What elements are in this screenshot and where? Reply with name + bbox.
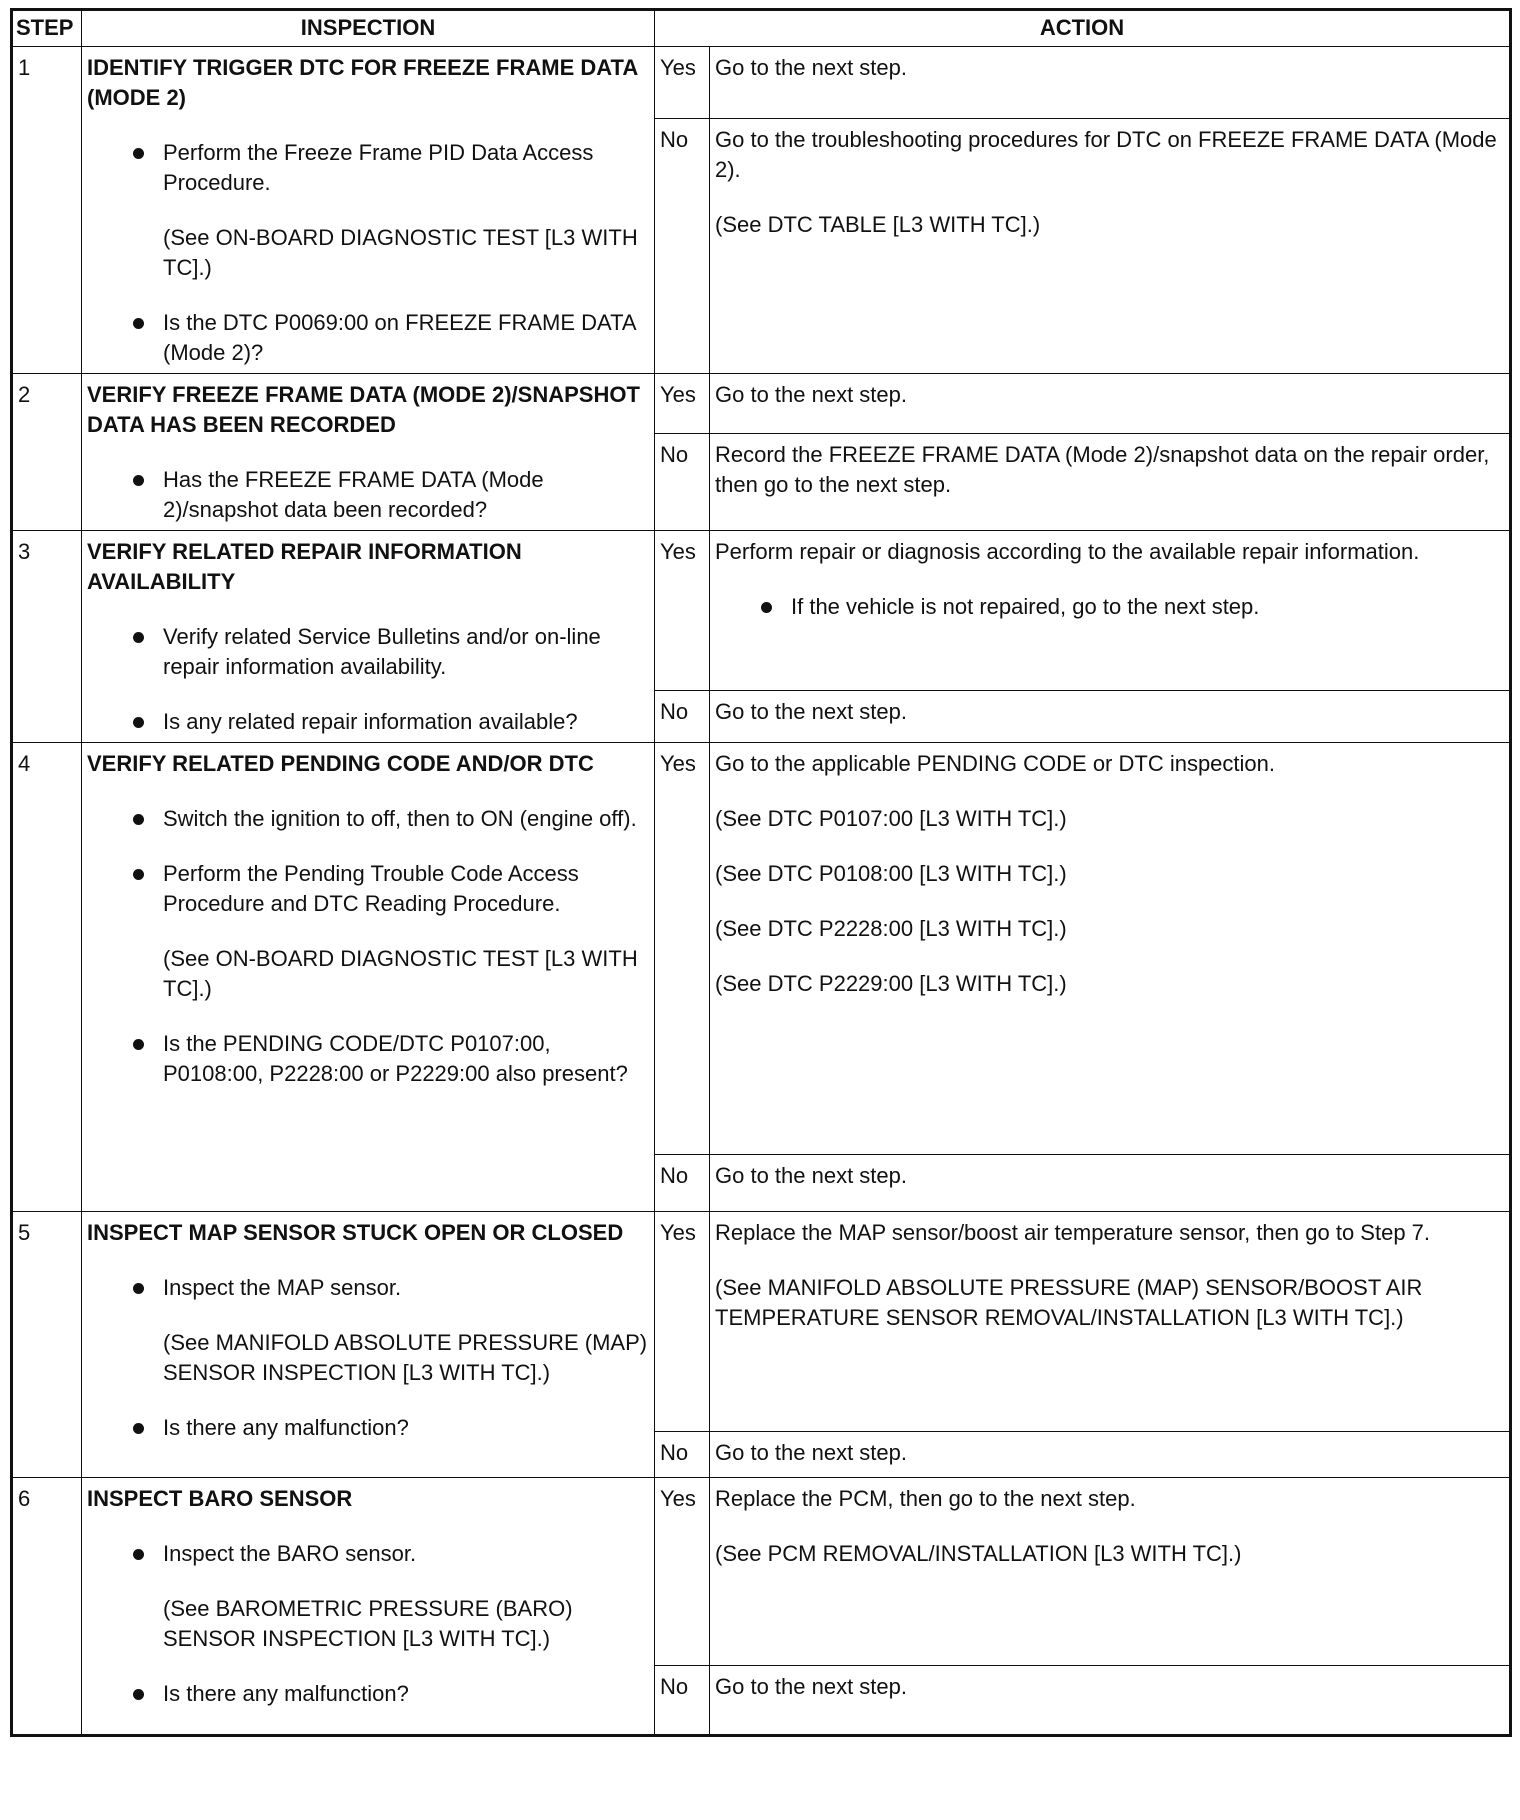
- yes-label: Yes: [655, 374, 710, 434]
- no-label: No: [655, 1432, 710, 1478]
- step-column-header: STEP: [12, 10, 82, 47]
- yes-label: Yes: [655, 743, 710, 1155]
- yes-label: Yes: [655, 531, 710, 691]
- inspection-bullet: [87, 804, 649, 834]
- inspection-bullet-text: Perform the Pending Trouble Code Access Procedure and DTC Reading Procedure.: [163, 861, 579, 916]
- action-text: (See DTC P2228:00 [L3 WITH TC].): [715, 916, 1067, 941]
- step-number: 1: [12, 47, 82, 374]
- inspection-cell: [82, 1478, 655, 1736]
- yes-action: [710, 47, 1511, 119]
- yes-action: [710, 743, 1511, 1155]
- inspection-bullet: [87, 1273, 649, 1303]
- inspection-bullet: [87, 308, 649, 368]
- step-row: [12, 1478, 1511, 1666]
- inspection-bullets: [87, 804, 649, 1089]
- no-action: [710, 1432, 1511, 1478]
- step-number: 5: [12, 1212, 82, 1478]
- yes-label: Yes: [655, 1212, 710, 1432]
- step-number: 2: [12, 374, 82, 531]
- action-text: Replace the PCM, then go to the next step.: [715, 1486, 1136, 1511]
- inspection-bullets: [87, 1539, 649, 1709]
- inspection-bullet-text: Is the DTC P0069:00 on FREEZE FRAME DATA (Mode 2)?: [163, 310, 636, 365]
- inspection-bullet: [87, 1029, 649, 1089]
- inspection-bullets: [87, 465, 649, 525]
- see-reference: (See MANIFOLD ABSOLUTE PRESSURE (MAP) SENSOR INSPECTION [L3 WITH TC].): [163, 1330, 648, 1385]
- step-number: 6: [12, 1478, 82, 1736]
- inspection-cell: [82, 374, 655, 531]
- no-label: No: [655, 434, 710, 531]
- diagnostic-procedure: [10, 8, 1512, 1737]
- no-action: [710, 691, 1511, 743]
- inspection-bullet-text: Is any related repair information available?: [163, 709, 578, 734]
- action-text: Replace the MAP sensor/boost air temperature sensor, then go to Step 7.: [715, 1220, 1431, 1245]
- inspection-title: VERIFY RELATED PENDING CODE AND/OR DTC: [87, 751, 594, 776]
- inspection-bullet: [87, 1679, 649, 1709]
- step-number: 3: [12, 531, 82, 743]
- inspection-title: INSPECT BARO SENSOR: [87, 1486, 353, 1511]
- inspection-bullet-text: Is there any malfunction?: [163, 1681, 409, 1706]
- action-text: Go to the next step.: [715, 699, 908, 724]
- no-label: No: [655, 691, 710, 743]
- step-row: [12, 531, 1511, 691]
- no-label: No: [655, 118, 710, 373]
- action-text: (See DTC P0107:00 [L3 WITH TC].): [715, 806, 1067, 831]
- inspection-bullet-text: Inspect the MAP sensor.: [163, 1275, 402, 1300]
- inspection-cell: [82, 1212, 655, 1478]
- inspection-bullet: [87, 465, 649, 525]
- no-action: [710, 118, 1511, 373]
- yes-label: Yes: [655, 47, 710, 119]
- step-row: [12, 1212, 1511, 1432]
- action-text: Go to the troubleshooting procedures for DTC on FREEZE FRAME DATA (Mode 2).: [715, 126, 1497, 182]
- inspection-bullet: [87, 707, 649, 737]
- action-text: Go to the applicable PENDING CODE or DTC inspection.: [715, 751, 1276, 776]
- inspection-cell: [82, 743, 655, 1212]
- inspection-title: VERIFY RELATED REPAIR INFORMATION AVAILABILITY: [87, 539, 522, 594]
- inspection-bullets: [87, 1273, 649, 1443]
- inspection-bullet-text: Is the PENDING CODE/DTC P0107:00, P0108:00, P2228:00 or P2229:00 also present?: [163, 1031, 628, 1086]
- inspection-bullet-text: Perform the Freeze Frame PID Data Access Procedure.: [163, 140, 594, 195]
- inspection-bullet-text: Inspect the BARO sensor.: [163, 1541, 417, 1566]
- inspection-bullet: [87, 859, 649, 919]
- header-row: [12, 10, 1511, 47]
- yes-action: [710, 374, 1511, 434]
- inspection-title: INSPECT MAP SENSOR STUCK OPEN OR CLOSED: [87, 1220, 624, 1245]
- inspection-bullet-text: Switch the ignition to off, then to ON (engine off).: [163, 806, 637, 831]
- inspection-bullets: [87, 622, 649, 737]
- action-text: Go to the next step.: [715, 1674, 908, 1699]
- action-text: (See DTC P0108:00 [L3 WITH TC].): [715, 861, 1067, 886]
- yes-label: Yes: [655, 1478, 710, 1666]
- inspection-cell: [82, 47, 655, 374]
- inspection-bullet: [87, 622, 649, 682]
- step-row: [12, 374, 1511, 434]
- no-label: No: [655, 1666, 710, 1736]
- action-text: (See DTC TABLE [L3 WITH TC].): [715, 211, 1041, 237]
- no-label: No: [655, 1155, 710, 1212]
- action-text: (See MANIFOLD ABSOLUTE PRESSURE (MAP) SENSOR/BOOST AIR TEMPERATURE SENSOR REMOVAL/INSTALLATION [L3 WITH TC].): [715, 1275, 1423, 1330]
- inspection-bullet: [87, 138, 649, 198]
- action-bullet: If the vehicle is not repaired, go to the next step.: [715, 592, 1504, 622]
- action-text: Go to the next step.: [715, 1163, 908, 1188]
- no-action: [710, 1155, 1511, 1212]
- diagnostic-table: [10, 8, 1512, 1737]
- action-column-header: ACTION: [655, 10, 1511, 47]
- inspection-bullet: [87, 1539, 649, 1569]
- inspection-bullet-text: Has the FREEZE FRAME DATA (Mode 2)/snapshot data been recorded?: [163, 467, 544, 522]
- action-text: (See PCM REMOVAL/INSTALLATION [L3 WITH TC].): [715, 1541, 1242, 1566]
- step-row: [12, 47, 1511, 119]
- inspection-bullet: [87, 1413, 649, 1443]
- inspection-cell: [82, 531, 655, 743]
- action-text: Go to the next step.: [715, 1440, 908, 1465]
- step-number: 4: [12, 743, 82, 1212]
- inspection-bullet-text: Verify related Service Bulletins and/or on-line repair information availability.: [163, 624, 601, 679]
- action-text: Record the FREEZE FRAME DATA (Mode 2)/snapshot data on the repair order, then go to the next step.: [715, 442, 1490, 498]
- inspection-title: IDENTIFY TRIGGER DTC FOR FREEZE FRAME DATA (MODE 2): [87, 55, 638, 110]
- no-action: [710, 1666, 1511, 1736]
- step-row: [12, 743, 1511, 1155]
- action-text: Go to the next step.: [715, 55, 908, 80]
- see-reference: (See BAROMETRIC PRESSURE (BARO) SENSOR INSPECTION [L3 WITH TC].): [163, 1596, 573, 1651]
- action-bullets: [715, 592, 1504, 622]
- action-text: Perform repair or diagnosis according to the available repair information.: [715, 539, 1420, 564]
- inspection-bullets: [87, 138, 649, 368]
- no-action: [710, 434, 1511, 531]
- yes-action: [710, 1478, 1511, 1666]
- yes-action: [710, 1212, 1511, 1432]
- see-reference: (See ON-BOARD DIAGNOSTIC TEST [L3 WITH TC].): [163, 946, 638, 1001]
- action-text: (See DTC P2229:00 [L3 WITH TC].): [715, 971, 1067, 996]
- inspection-column-header: INSPECTION: [82, 10, 655, 47]
- yes-action: [710, 531, 1511, 691]
- action-text: Go to the next step.: [715, 382, 908, 407]
- inspection-title: VERIFY FREEZE FRAME DATA (MODE 2)/SNAPSHOT DATA HAS BEEN RECORDED: [87, 382, 640, 437]
- see-reference: (See ON-BOARD DIAGNOSTIC TEST [L3 WITH TC].): [163, 225, 638, 280]
- inspection-bullet-text: Is there any malfunction?: [163, 1415, 409, 1440]
